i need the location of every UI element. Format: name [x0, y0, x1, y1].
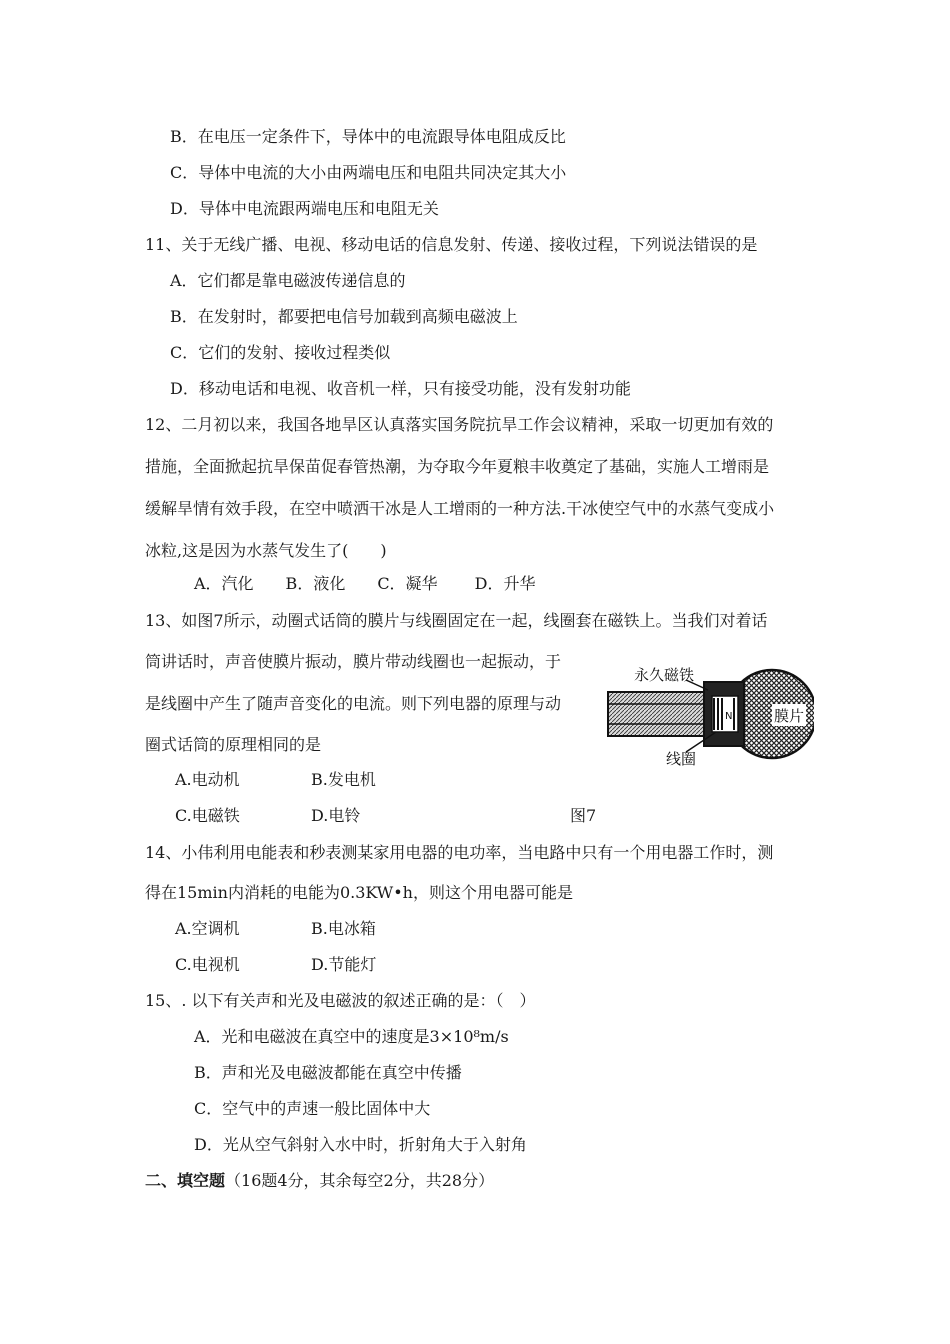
q11-option-a: A．它们都是靠电磁波传递信息的: [170, 271, 406, 290]
magnet-pole-label: N: [725, 711, 733, 722]
q10-option-d: D．导体中电流跟两端电压和电阻无关: [170, 199, 439, 218]
q14-option-b: B.电冰箱: [311, 919, 376, 938]
q10-option-b: B．在电压一定条件下，导体中的电流跟导体电阻成反比: [170, 127, 566, 146]
moving-coil-microphone-figure: [604, 658, 814, 776]
q13-option-b: B.发电机: [311, 770, 376, 789]
q13-option-a: A.电动机: [175, 770, 240, 789]
q12-line-3: 缓解旱情有效手段，在空中喷洒干冰是人工增雨的一种方法.干冰使空气中的水蒸气变成小: [145, 499, 775, 518]
label-membrane: 膜片: [774, 707, 805, 725]
handle-body: [608, 692, 708, 736]
q11-option-d: D．移动电话和电视、收音机一样，只有接受功能，没有发射功能: [170, 379, 631, 398]
q11-stem: 11、关于无线广播、电视、移动电话的信息发射、传递、接收过程，下列说法错误的是: [145, 235, 758, 254]
section-2-heading: [145, 1170, 494, 1192]
q12-line-1: 12、二月初以来，我国各地旱区认真落实国务院抗旱工作会议精神，采取一切更加有效的: [145, 415, 774, 434]
label-permanent-magnet: 永久磁铁: [634, 666, 695, 684]
q14-option-c: C.电视机: [175, 955, 240, 974]
q15-option-b: B．声和光及电磁波都能在真空中传播: [194, 1063, 462, 1082]
q14-option-a: A.空调机: [175, 919, 240, 938]
q15-option-a: A．光和电磁波在真空中的速度是3×10⁸m/s: [194, 1027, 509, 1046]
q13-option-d: D.电铃: [311, 806, 361, 825]
q15-option-d: D．光从空气斜射入水中时，折射角大于入射角: [194, 1135, 527, 1154]
q13-line-2: 筒讲话时，声音使膜片振动，膜片带动线圈也一起振动，于: [145, 652, 562, 671]
q12-line-2: 措施，全面掀起抗旱保苗促春管热潮，为夺取今年夏粮丰收奠定了基础，实施人工增雨是: [145, 457, 770, 476]
q12-line-4: 冰粒,这是因为水蒸气发生了( ): [145, 541, 387, 560]
q13-line-4: 圈式话筒的原理相同的是: [145, 735, 322, 754]
q14-line-2: 得在15min内消耗的电能为0.3KW•h，则这个用电器可能是: [145, 883, 573, 902]
section-2-note: （16题4分，其余每空2分，共28分）: [225, 1171, 495, 1190]
section-2-title: 二、填空题: [145, 1171, 226, 1190]
figure-7-caption: 图7: [570, 806, 597, 825]
label-coil: 线圈: [666, 750, 697, 768]
q13-line-1: 13、如图7所示，动圈式话筒的膜片与线圈固定在一起，线圈套在磁铁上。当我们对着话: [145, 611, 768, 630]
q12-options: A．汽化 B．液化 C．凝华 D．升华: [194, 574, 536, 593]
q14-option-d: D.节能灯: [311, 955, 377, 974]
q13-line-3: 是线圈中产生了随声音变化的电流。则下列电器的原理与动: [145, 694, 562, 713]
q15-stem: 15、. 以下有关声和光及电磁波的叙述正确的是：（ ）: [145, 991, 536, 1010]
q10-option-c: C．导体中电流的大小由两端电压和电阻共同决定其大小: [170, 163, 567, 182]
q15-option-c: C．空气中的声速一般比固体中大: [194, 1099, 431, 1118]
q11-option-b: B．在发射时，都要把电信号加载到高频电磁波上: [170, 307, 518, 326]
q14-line-1: 14、小伟利用电能表和秒表测某家用电器的电功率，当电路中只有一个用电器工作时，测: [145, 843, 774, 862]
q11-option-c: C．它们的发射、接收过程类似: [170, 343, 391, 362]
q13-option-c: C.电磁铁: [175, 806, 240, 825]
